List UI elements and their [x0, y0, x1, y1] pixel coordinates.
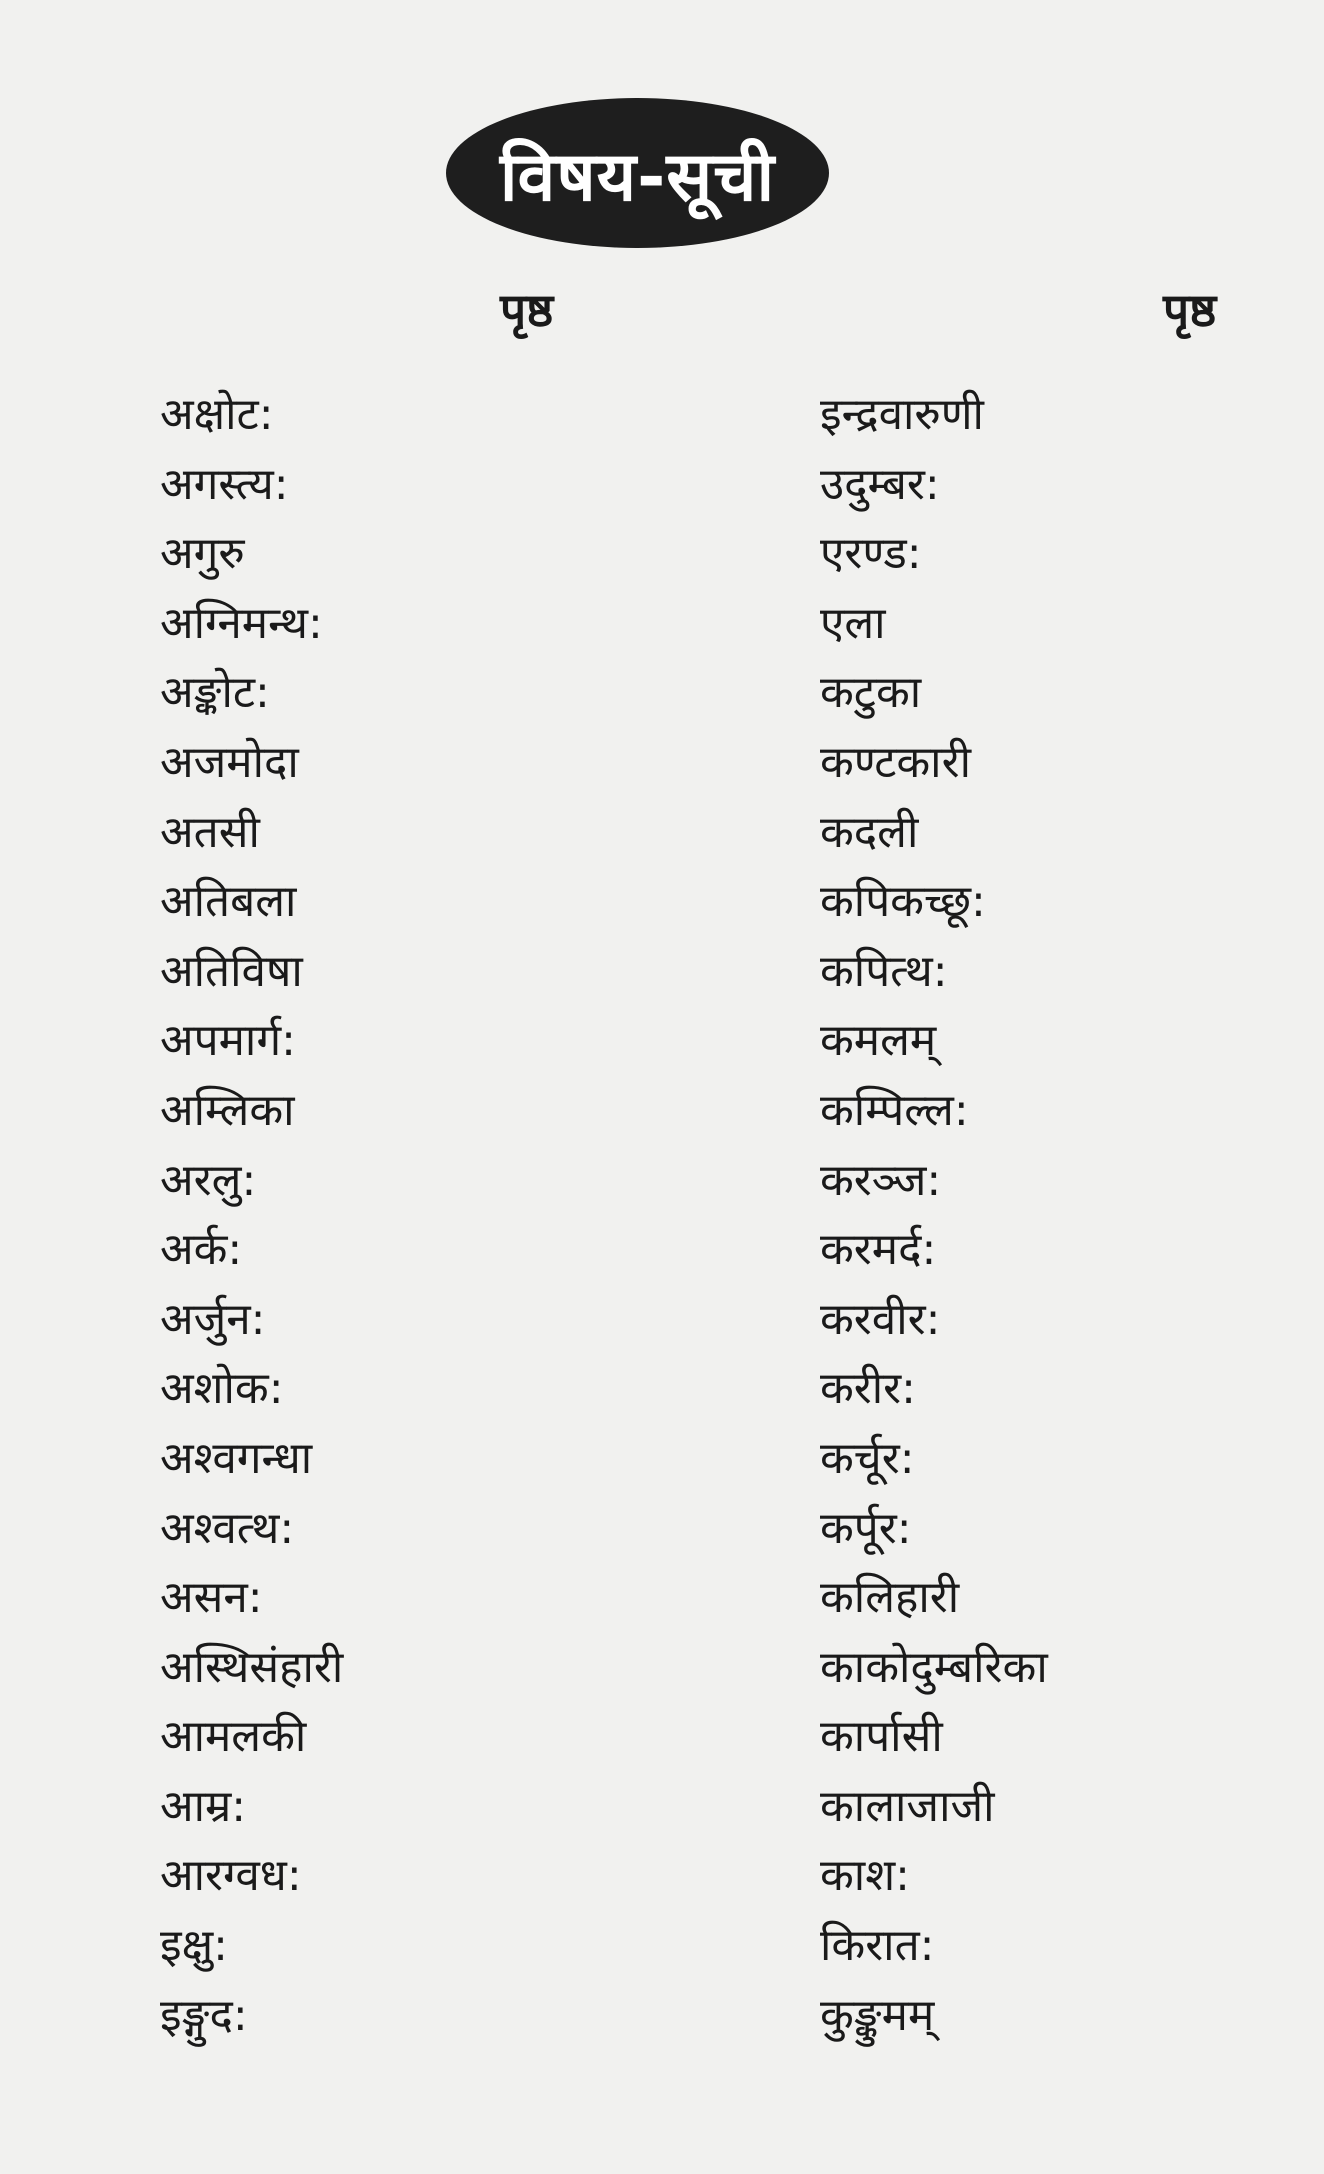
entry-name: कम्पिल्ल: — [820, 1084, 969, 1136]
entry-name: इक्षु: — [160, 1920, 228, 1972]
entry-name: इङ्गुद: — [160, 1989, 248, 2041]
entry-name: अपमार्ग: — [160, 1015, 296, 1067]
entry-name: अतिबला — [160, 876, 297, 928]
entry-name: अर्जुन: — [160, 1293, 266, 1345]
entry-name: कर्पूर: — [820, 1502, 912, 1554]
page-column-header-right: पृष्ठ — [1163, 283, 1217, 337]
title-badge — [446, 98, 829, 248]
entry-name: काकोदुम्बरिका — [820, 1641, 1048, 1693]
entry-name: आम्र: — [160, 1780, 247, 1832]
entry-name: अश्वत्थ: — [160, 1502, 295, 1554]
entry-name: कलिहारी — [820, 1572, 960, 1624]
entry-name: करीर: — [820, 1363, 917, 1415]
entry-name: एला — [820, 597, 886, 649]
entry-name: कपिकच्छू: — [820, 876, 986, 928]
entry-name: करवीर: — [820, 1293, 941, 1345]
entry-name: इन्द्रवारुणी — [820, 389, 984, 440]
entry-name: कमलम् — [820, 1015, 937, 1067]
page-title: विषय-सूची — [499, 137, 776, 217]
entry-name: असन: — [160, 1572, 263, 1624]
entry-name: उदुम्बर: — [820, 458, 940, 510]
entry-name: अम्लिका — [160, 1084, 295, 1136]
entry-name: काश: — [820, 1850, 910, 1902]
entry-name: किरात: — [820, 1920, 935, 1972]
entry-name: अस्थिसंहारी — [160, 1641, 344, 1693]
entry-name: आरग्वध: — [160, 1850, 302, 1902]
entry-name: एरण्ड: — [820, 528, 922, 580]
entry-name: कर्चूर: — [820, 1432, 915, 1484]
entry-name: अर्क: — [160, 1224, 243, 1276]
entry-name: अङ्कोट: — [160, 667, 270, 719]
entry-name: अरलु: — [160, 1154, 257, 1206]
entry-name: अतसी — [160, 806, 260, 858]
entry-name: कुङ्कुमम् — [820, 1989, 935, 2041]
entry-name: अगुरु — [160, 528, 245, 580]
entry-name: अश्वगन्धा — [160, 1432, 313, 1484]
entry-name: कटुका — [820, 667, 922, 719]
entry-name: करमर्द: — [820, 1224, 937, 1276]
entry-name: अगस्त्य: — [160, 458, 289, 510]
entry-name: कदली — [820, 806, 919, 858]
entry-name: अग्निमन्थ: — [160, 597, 323, 649]
page-column-header-left: पृष्ठ — [500, 283, 554, 337]
entry-name: कालाजाजी — [820, 1780, 995, 1832]
entry-name: कार्पासी — [820, 1711, 943, 1763]
entry-name: कपित्थ: — [820, 945, 948, 997]
entry-name: कण्टकारी — [820, 736, 971, 788]
entry-name: अक्षोट: — [160, 389, 274, 440]
entry-name: अतिविषा — [160, 945, 303, 997]
entry-name: करञ्ज: — [820, 1154, 942, 1206]
entry-name: अशोक: — [160, 1363, 284, 1415]
entry-name: आमलकी — [160, 1711, 307, 1763]
entry-name: अजमोदा — [160, 736, 299, 788]
